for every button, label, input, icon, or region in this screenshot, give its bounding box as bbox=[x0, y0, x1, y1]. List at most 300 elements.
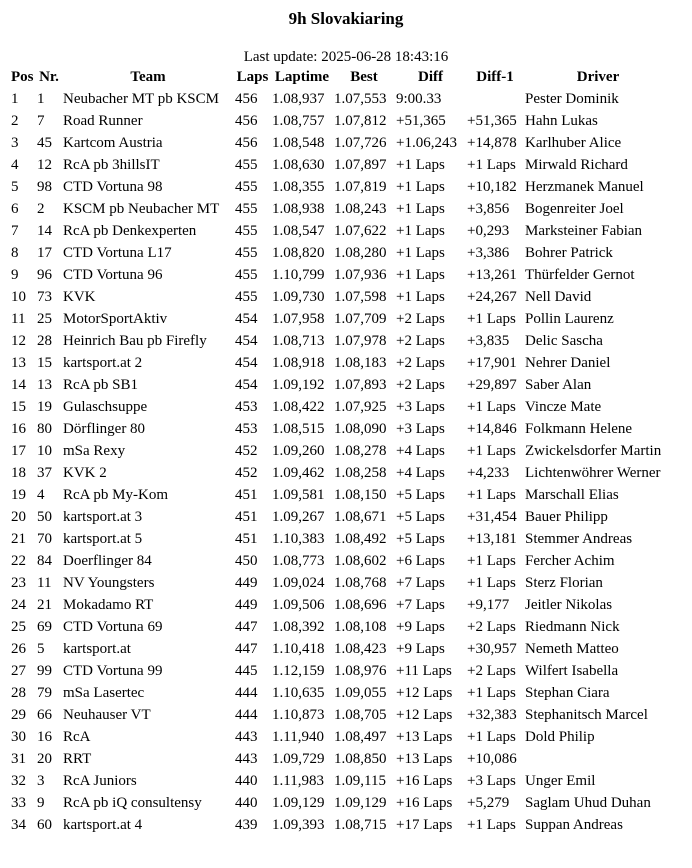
cell-best: 1.07,819 bbox=[334, 179, 387, 195]
cell-laps: 453 bbox=[235, 399, 258, 415]
cell-driver: Stemmer Andreas bbox=[525, 531, 633, 547]
cell-team: RcA pb 3hillsIT bbox=[63, 157, 160, 173]
cell-pos: 32 bbox=[11, 773, 26, 789]
cell-best: 1.08,696 bbox=[334, 597, 387, 613]
cell-diff-1: +14,846 bbox=[467, 421, 517, 437]
cell-diff: +1 Laps bbox=[396, 267, 445, 283]
cell-best: 1.09,115 bbox=[334, 773, 386, 789]
last-update-text: Last update: 2025-06-28 18:43:16 bbox=[243, 49, 449, 65]
cell-best: 1.08,280 bbox=[334, 245, 387, 261]
cell-driver: Suppan Andreas bbox=[525, 817, 623, 833]
cell-diff-1: +3,386 bbox=[467, 245, 510, 261]
cell-diff-1: +1 Laps bbox=[467, 443, 516, 459]
cell-team: CTD Vortuna L17 bbox=[63, 245, 172, 261]
header-best: Best bbox=[350, 69, 378, 85]
cell-laps: 456 bbox=[235, 113, 258, 129]
cell-driver: Bauer Philipp bbox=[525, 509, 608, 525]
cell-pos: 25 bbox=[11, 619, 26, 635]
cell-best: 1.08,108 bbox=[334, 619, 387, 635]
cell-laps: 443 bbox=[235, 751, 258, 767]
cell-nr: 80 bbox=[37, 421, 52, 437]
table-row bbox=[10, 726, 672, 748]
cell-diff-1: +1 Laps bbox=[467, 487, 516, 503]
cell-diff-1: +24,267 bbox=[467, 289, 517, 305]
cell-laps: 455 bbox=[235, 157, 258, 173]
table-row bbox=[10, 220, 672, 242]
cell-diff: +9 Laps bbox=[396, 619, 445, 635]
cell-driver: Karlhuber Alice bbox=[525, 135, 622, 151]
cell-laps: 455 bbox=[235, 179, 258, 195]
cell-laps: 452 bbox=[235, 465, 258, 481]
cell-laps: 440 bbox=[235, 773, 258, 789]
cell-driver: Folkmann Helene bbox=[525, 421, 633, 437]
cell-laptime: 1.08,630 bbox=[272, 157, 325, 173]
cell-laptime: 1.08,820 bbox=[272, 245, 325, 261]
cell-diff: +5 Laps bbox=[396, 487, 445, 503]
cell-pos: 10 bbox=[11, 289, 26, 305]
cell-best: 1.07,925 bbox=[334, 399, 387, 415]
cell-driver: Vincze Mate bbox=[525, 399, 602, 415]
cell-nr: 12 bbox=[37, 157, 52, 173]
cell-laps: 445 bbox=[235, 663, 258, 679]
cell-laptime: 1.09,506 bbox=[272, 597, 325, 613]
cell-diff: +3 Laps bbox=[396, 399, 445, 415]
table-row bbox=[10, 110, 672, 132]
cell-pos: 15 bbox=[11, 399, 26, 415]
cell-pos: 14 bbox=[11, 377, 26, 393]
cell-laptime: 1.08,515 bbox=[272, 421, 325, 437]
cell-diff-1: +1 Laps bbox=[467, 399, 516, 415]
cell-laps: 455 bbox=[235, 223, 258, 239]
table-row bbox=[10, 418, 672, 440]
table-row bbox=[10, 176, 672, 198]
cell-nr: 14 bbox=[37, 223, 52, 239]
cell-nr: 11 bbox=[37, 575, 52, 591]
cell-driver: Riedmann Nick bbox=[525, 619, 620, 635]
table-row bbox=[10, 792, 672, 814]
table-row bbox=[10, 484, 672, 506]
cell-team: KVK bbox=[63, 289, 96, 305]
cell-diff-1: +1 Laps bbox=[467, 729, 516, 745]
cell-driver bbox=[524, 748, 672, 770]
header-diff-1: Diff-1 bbox=[476, 69, 514, 85]
cell-pos: 12 bbox=[11, 333, 26, 349]
cell-diff: +2 Laps bbox=[396, 333, 445, 349]
cell-laptime: 1.10,873 bbox=[272, 707, 325, 723]
cell-team: mSa Rexy bbox=[63, 443, 126, 459]
cell-nr: 98 bbox=[37, 179, 52, 195]
cell-best: 1.07,978 bbox=[334, 333, 387, 349]
header-diff: Diff bbox=[418, 69, 443, 85]
cell-driver: Saber Alan bbox=[525, 377, 592, 393]
cell-diff-1: +5,279 bbox=[467, 795, 510, 811]
header-laps: Laps bbox=[236, 69, 269, 85]
table-row bbox=[10, 770, 672, 792]
cell-team: Mokadamo RT bbox=[63, 597, 154, 613]
table-row bbox=[10, 660, 672, 682]
cell-diff-1: +32,383 bbox=[467, 707, 517, 723]
table-row bbox=[10, 528, 672, 550]
table-row bbox=[10, 638, 672, 660]
cell-nr: 84 bbox=[37, 553, 52, 569]
cell-laps: 455 bbox=[235, 289, 258, 305]
cell-laps: 449 bbox=[235, 597, 258, 613]
cell-nr: 1 bbox=[37, 91, 45, 107]
cell-best: 1.07,553 bbox=[334, 91, 387, 107]
cell-best: 1.07,622 bbox=[334, 223, 387, 239]
cell-team: RcA pb iQ consultensy bbox=[63, 795, 202, 811]
table-row bbox=[10, 462, 672, 484]
cell-pos: 20 bbox=[11, 509, 26, 525]
cell-best: 1.09,055 bbox=[334, 685, 387, 701]
cell-team: Kartcom Austria bbox=[63, 135, 163, 151]
cell-best: 1.08,768 bbox=[334, 575, 387, 591]
cell-nr: 3 bbox=[37, 773, 45, 789]
cell-driver: Delic Sascha bbox=[525, 333, 603, 349]
cell-driver: Marksteiner Fabian bbox=[525, 223, 643, 239]
cell-pos: 3 bbox=[11, 135, 19, 151]
cell-pos: 17 bbox=[11, 443, 26, 459]
cell-diff-1: +0,293 bbox=[467, 223, 510, 239]
cell-laptime: 1.08,918 bbox=[272, 355, 325, 371]
cell-laps: 454 bbox=[235, 355, 258, 371]
cell-diff-1: +3,856 bbox=[467, 201, 510, 217]
cell-laptime: 1.08,938 bbox=[272, 201, 325, 217]
cell-pos: 5 bbox=[11, 179, 19, 195]
cell-team: Doerflinger 84 bbox=[63, 553, 152, 569]
cell-team: MotorSportAktiv bbox=[63, 311, 168, 327]
table-row bbox=[10, 506, 672, 528]
cell-laptime: 1.08,392 bbox=[272, 619, 325, 635]
cell-driver: Thürfelder Gernot bbox=[525, 267, 635, 283]
cell-diff: +4 Laps bbox=[396, 443, 445, 459]
cell-laptime: 1.09,129 bbox=[272, 795, 325, 811]
cell-pos: 27 bbox=[11, 663, 26, 679]
cell-diff: +16 Laps bbox=[396, 773, 453, 789]
cell-driver: Lichtenwöhrer Werner bbox=[525, 465, 661, 481]
header-row bbox=[10, 66, 672, 88]
cell-diff-1: +2 Laps bbox=[467, 663, 516, 679]
cell-diff-1: +1 Laps bbox=[467, 817, 516, 833]
cell-pos: 24 bbox=[11, 597, 26, 613]
cell-diff: +17 Laps bbox=[396, 817, 453, 833]
cell-laps: 456 bbox=[235, 91, 258, 107]
table-row bbox=[10, 198, 672, 220]
cell-diff-1: +31,454 bbox=[467, 509, 517, 525]
cell-laps: 449 bbox=[235, 575, 258, 591]
cell-laptime: 1.09,393 bbox=[272, 817, 325, 833]
cell-driver: Herzmanek Manuel bbox=[525, 179, 644, 195]
cell-diff-1: +29,897 bbox=[467, 377, 517, 393]
cell-pos: 7 bbox=[11, 223, 19, 239]
cell-driver: Nell David bbox=[525, 289, 592, 305]
cell-driver: Jeitler Nikolas bbox=[525, 597, 613, 613]
cell-laptime: 1.09,267 bbox=[272, 509, 325, 525]
cell-pos: 8 bbox=[11, 245, 19, 261]
results-body bbox=[10, 88, 672, 836]
cell-diff: +1 Laps bbox=[396, 223, 445, 239]
cell-best: 1.09,129 bbox=[334, 795, 387, 811]
cell-driver: Zwickelsdorfer Martin bbox=[525, 443, 662, 459]
cell-nr: 45 bbox=[37, 135, 52, 151]
table-row bbox=[10, 374, 672, 396]
table-row bbox=[10, 88, 672, 110]
cell-team: Neuhauser VT bbox=[63, 707, 151, 723]
table-row bbox=[10, 682, 672, 704]
cell-team: Neubacher MT pb KSCM bbox=[63, 91, 219, 107]
cell-diff-1: +14,878 bbox=[467, 135, 517, 151]
cell-nr: 2 bbox=[37, 201, 45, 217]
table-row bbox=[10, 550, 672, 572]
cell-driver: Wilfert Isabella bbox=[525, 663, 619, 679]
cell-nr: 70 bbox=[37, 531, 52, 547]
cell-laps: 455 bbox=[235, 267, 258, 283]
table-row bbox=[10, 396, 672, 418]
cell-pos: 16 bbox=[11, 421, 26, 437]
cell-team: RcA pb SB1 bbox=[63, 377, 139, 393]
cell-best: 1.08,850 bbox=[334, 751, 387, 767]
cell-nr: 66 bbox=[37, 707, 52, 723]
cell-nr: 21 bbox=[37, 597, 52, 613]
cell-diff-1 bbox=[466, 88, 524, 110]
cell-pos: 2 bbox=[11, 113, 19, 129]
cell-laps: 450 bbox=[235, 553, 258, 569]
cell-diff: +2 Laps bbox=[396, 355, 445, 371]
cell-laps: 454 bbox=[235, 377, 258, 393]
cell-nr: 28 bbox=[37, 333, 52, 349]
cell-best: 1.08,278 bbox=[334, 443, 387, 459]
cell-laps: 447 bbox=[235, 619, 258, 635]
cell-team: RcA pb My-Kom bbox=[63, 487, 168, 503]
cell-diff: +11 Laps bbox=[396, 663, 452, 679]
cell-diff-1: +3,835 bbox=[467, 333, 510, 349]
cell-diff-1: +1 Laps bbox=[467, 311, 516, 327]
cell-diff: +1 Laps bbox=[396, 179, 445, 195]
cell-best: 1.08,671 bbox=[334, 509, 387, 525]
cell-team: Road Runner bbox=[63, 113, 143, 129]
cell-laptime: 1.08,937 bbox=[272, 91, 325, 107]
table-row bbox=[10, 616, 672, 638]
header-laptime: Laptime bbox=[274, 69, 330, 85]
cell-laptime: 1.10,418 bbox=[272, 641, 325, 657]
cell-nr: 60 bbox=[37, 817, 52, 833]
cell-nr: 9 bbox=[37, 795, 45, 811]
cell-laptime: 1.12,159 bbox=[272, 663, 325, 679]
cell-diff: +6 Laps bbox=[396, 553, 445, 569]
cell-diff-1: +10,182 bbox=[467, 179, 517, 195]
cell-best: 1.07,709 bbox=[334, 311, 387, 327]
cell-team: KVK 2 bbox=[63, 465, 107, 481]
cell-laptime: 1.08,548 bbox=[272, 135, 325, 151]
cell-laps: 454 bbox=[235, 311, 258, 327]
cell-diff-1: +2 Laps bbox=[467, 619, 516, 635]
cell-best: 1.08,150 bbox=[334, 487, 387, 503]
cell-laptime: 1.08,713 bbox=[272, 333, 325, 349]
page-title: 9h Slovakiaring bbox=[288, 9, 404, 28]
cell-pos: 30 bbox=[11, 729, 26, 745]
cell-best: 1.08,602 bbox=[334, 553, 387, 569]
cell-diff: +3 Laps bbox=[396, 421, 445, 437]
table-row bbox=[10, 132, 672, 154]
cell-nr: 25 bbox=[37, 311, 52, 327]
table-row bbox=[10, 704, 672, 726]
cell-driver: Hahn Lukas bbox=[525, 113, 598, 129]
cell-driver: Dold Philip bbox=[525, 729, 595, 745]
cell-nr: 69 bbox=[37, 619, 52, 635]
cell-laps: 453 bbox=[235, 421, 258, 437]
cell-team: RRT bbox=[63, 751, 92, 767]
table-row bbox=[10, 286, 672, 308]
cell-laps: 444 bbox=[235, 685, 258, 701]
cell-diff: +7 Laps bbox=[396, 575, 445, 591]
cell-nr: 96 bbox=[37, 267, 52, 283]
cell-nr: 20 bbox=[37, 751, 52, 767]
cell-team: kartsport.at 3 bbox=[63, 509, 143, 525]
cell-diff-1: +1 Laps bbox=[467, 575, 516, 591]
cell-best: 1.08,497 bbox=[334, 729, 387, 745]
cell-driver: Mirwald Richard bbox=[525, 157, 628, 173]
cell-pos: 33 bbox=[11, 795, 26, 811]
table-row bbox=[10, 308, 672, 330]
cell-diff-1: +51,365 bbox=[467, 113, 517, 129]
cell-laptime: 1.10,635 bbox=[272, 685, 325, 701]
cell-pos: 28 bbox=[11, 685, 26, 701]
cell-team: kartsport.at 4 bbox=[63, 817, 143, 833]
cell-team: RcA pb Denkexperten bbox=[63, 223, 197, 239]
cell-team: kartsport.at 2 bbox=[63, 355, 143, 371]
cell-team: NV Youngsters bbox=[63, 575, 155, 591]
cell-pos: 19 bbox=[11, 487, 26, 503]
cell-best: 1.07,936 bbox=[334, 267, 387, 283]
cell-best: 1.07,726 bbox=[334, 135, 387, 151]
cell-driver: Marschall Elias bbox=[525, 487, 619, 503]
cell-team: KSCM pb Neubacher MT bbox=[63, 201, 220, 217]
cell-nr: 10 bbox=[37, 443, 52, 459]
table-row bbox=[10, 440, 672, 462]
cell-laps: 455 bbox=[235, 245, 258, 261]
cell-best: 1.08,976 bbox=[334, 663, 387, 679]
cell-pos: 18 bbox=[11, 465, 26, 481]
cell-diff-1: +13,261 bbox=[467, 267, 517, 283]
cell-driver: Stephanitsch Marcel bbox=[525, 707, 648, 723]
table-row bbox=[10, 154, 672, 176]
header-nr: Nr. bbox=[39, 69, 59, 85]
cell-diff: +5 Laps bbox=[396, 531, 445, 547]
cell-nr: 50 bbox=[37, 509, 52, 525]
header-pos: Pos bbox=[11, 69, 34, 85]
cell-laptime: 1.08,422 bbox=[272, 399, 325, 415]
cell-pos: 23 bbox=[11, 575, 26, 591]
cell-pos: 34 bbox=[11, 817, 26, 833]
cell-diff-1: +1 Laps bbox=[467, 553, 516, 569]
cell-nr: 79 bbox=[37, 685, 52, 701]
cell-best: 1.08,705 bbox=[334, 707, 387, 723]
cell-laptime: 1.09,192 bbox=[272, 377, 325, 393]
cell-diff: +4 Laps bbox=[396, 465, 445, 481]
cell-diff-1: +17,901 bbox=[467, 355, 517, 371]
cell-laptime: 1.08,757 bbox=[272, 113, 325, 129]
cell-laptime: 1.09,024 bbox=[272, 575, 325, 591]
cell-laps: 443 bbox=[235, 729, 258, 745]
cell-diff: +1 Laps bbox=[396, 201, 445, 217]
cell-laptime: 1.10,383 bbox=[272, 531, 325, 547]
cell-diff-1: +30,957 bbox=[467, 641, 517, 657]
table-row bbox=[10, 352, 672, 374]
cell-pos: 31 bbox=[11, 751, 26, 767]
cell-best: 1.08,423 bbox=[334, 641, 387, 657]
cell-team: Gulaschsuppe bbox=[63, 399, 148, 415]
cell-diff-1: +13,181 bbox=[467, 531, 517, 547]
cell-diff: +12 Laps bbox=[396, 707, 453, 723]
cell-laptime: 1.09,581 bbox=[272, 487, 325, 503]
cell-nr: 19 bbox=[37, 399, 52, 415]
cell-diff: +7 Laps bbox=[396, 597, 445, 613]
cell-laptime: 1.08,547 bbox=[272, 223, 325, 239]
cell-diff-1: +9,177 bbox=[467, 597, 510, 613]
cell-diff: +1 Laps bbox=[396, 289, 445, 305]
cell-laptime: 1.11,983 bbox=[272, 773, 324, 789]
cell-laps: 447 bbox=[235, 641, 258, 657]
cell-driver: Fercher Achim bbox=[525, 553, 615, 569]
cell-diff: +13 Laps bbox=[396, 729, 453, 745]
cell-pos: 6 bbox=[11, 201, 19, 217]
cell-pos: 11 bbox=[11, 311, 26, 327]
cell-nr: 5 bbox=[37, 641, 45, 657]
table-row bbox=[10, 572, 672, 594]
table-row bbox=[10, 814, 672, 836]
cell-team: Heinrich Bau pb Firefly bbox=[63, 333, 207, 349]
cell-diff-1: +1 Laps bbox=[467, 685, 516, 701]
cell-driver: Nehrer Daniel bbox=[525, 355, 611, 371]
table-row bbox=[10, 242, 672, 264]
cell-driver: Pester Dominik bbox=[525, 91, 619, 107]
cell-nr: 17 bbox=[37, 245, 52, 261]
cell-laptime: 1.11,940 bbox=[272, 729, 324, 745]
cell-driver: Bohrer Patrick bbox=[525, 245, 613, 261]
cell-pos: 21 bbox=[11, 531, 26, 547]
cell-diff: 9:00.33 bbox=[396, 91, 442, 107]
cell-nr: 37 bbox=[37, 465, 52, 481]
cell-laptime: 1.09,729 bbox=[272, 751, 325, 767]
cell-laps: 452 bbox=[235, 443, 258, 459]
cell-laptime: 1.09,462 bbox=[272, 465, 325, 481]
cell-laps: 451 bbox=[235, 531, 258, 547]
cell-team: mSa Lasertec bbox=[63, 685, 145, 701]
cell-best: 1.07,897 bbox=[334, 157, 387, 173]
cell-diff-1: +1 Laps bbox=[467, 157, 516, 173]
cell-diff: +13 Laps bbox=[396, 751, 453, 767]
cell-best: 1.08,492 bbox=[334, 531, 387, 547]
cell-best: 1.08,715 bbox=[334, 817, 387, 833]
cell-nr: 73 bbox=[37, 289, 52, 305]
cell-team: kartsport.at 5 bbox=[63, 531, 143, 547]
cell-diff: +51,365 bbox=[396, 113, 446, 129]
cell-driver: Unger Emil bbox=[525, 773, 596, 789]
cell-driver: Pollin Laurenz bbox=[525, 311, 614, 327]
cell-nr: 13 bbox=[37, 377, 52, 393]
cell-pos: 26 bbox=[11, 641, 26, 657]
cell-best: 1.07,812 bbox=[334, 113, 387, 129]
cell-diff-1: +3 Laps bbox=[467, 773, 516, 789]
cell-nr: 16 bbox=[37, 729, 52, 745]
cell-laps: 451 bbox=[235, 509, 258, 525]
cell-diff: +2 Laps bbox=[396, 377, 445, 393]
cell-laps: 454 bbox=[235, 333, 258, 349]
cell-laptime: 1.08,355 bbox=[272, 179, 325, 195]
cell-laptime: 1.10,799 bbox=[272, 267, 325, 283]
cell-best: 1.08,090 bbox=[334, 421, 387, 437]
cell-pos: 13 bbox=[11, 355, 26, 371]
